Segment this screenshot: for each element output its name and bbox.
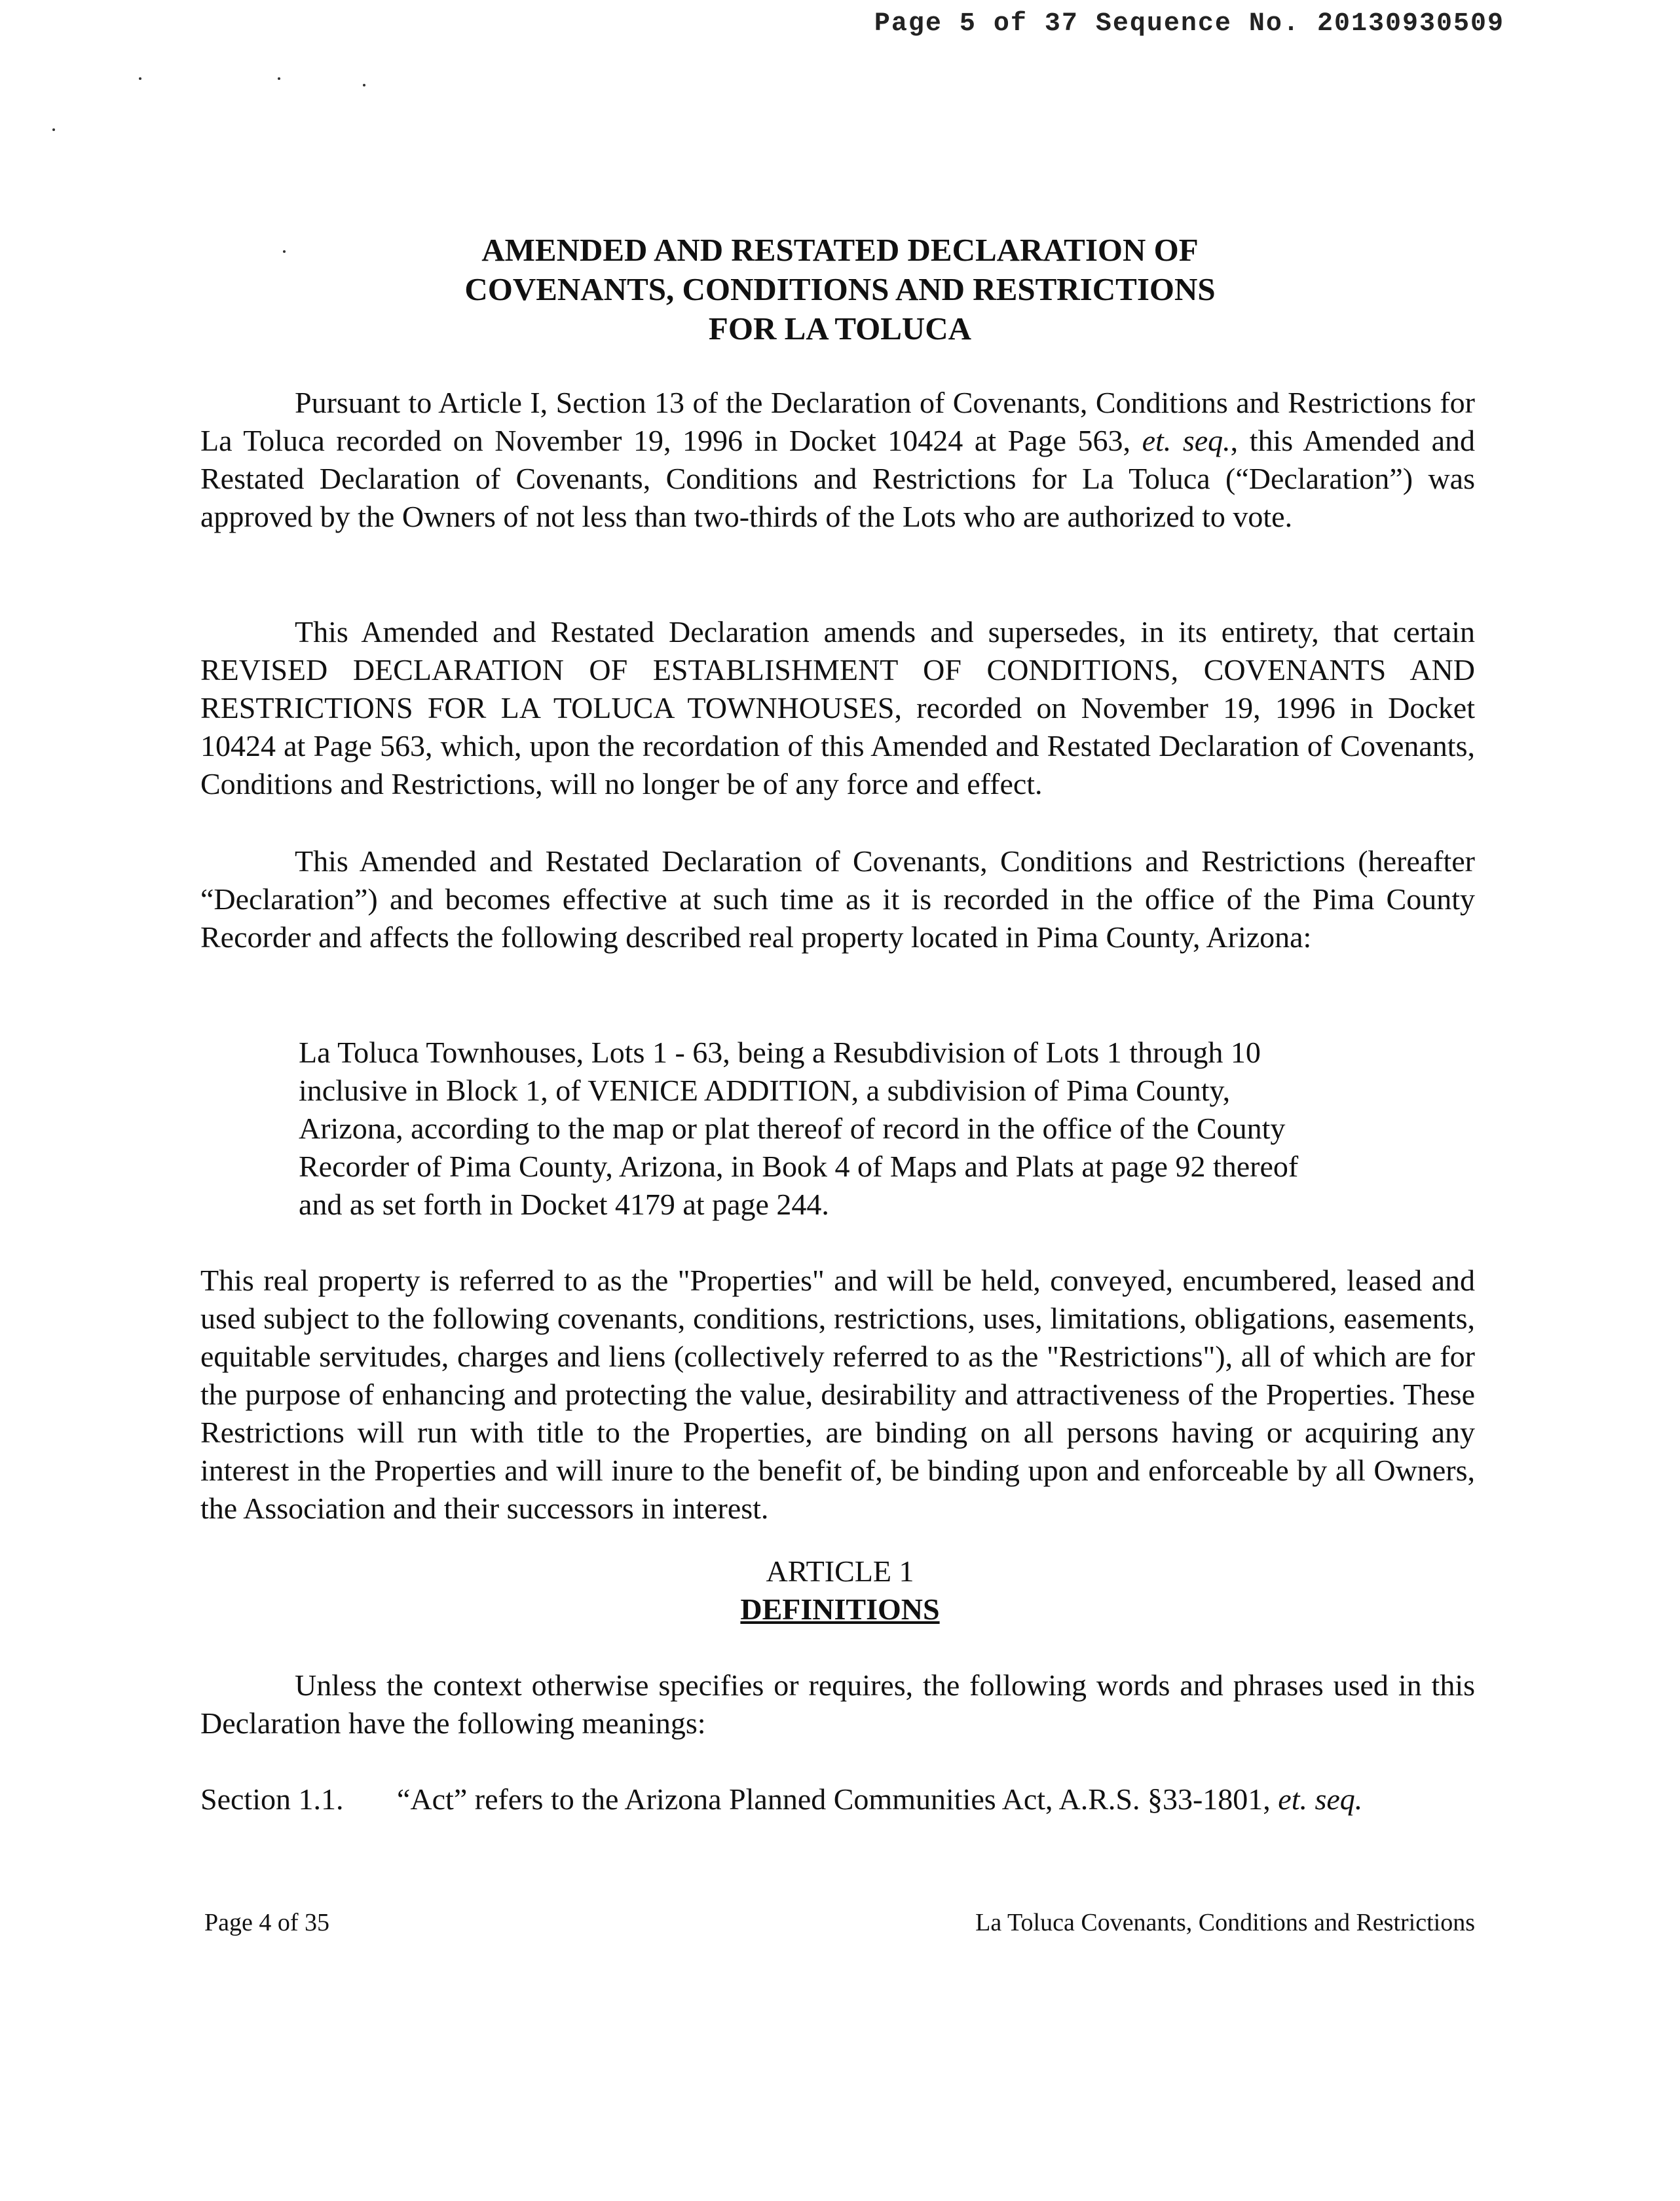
scan-speck	[278, 77, 280, 80]
title-line: FOR LA TOLUCA	[708, 310, 972, 347]
article-heading	[0, 1552, 1680, 1628]
footer-page-number: Page 4 of 35	[204, 1909, 330, 1936]
document-title	[0, 231, 1680, 348]
sequence-stamp: Page 5 of 37 Sequence No. 20130930509	[874, 9, 1504, 39]
paragraph-pursuant	[200, 384, 1475, 536]
paragraph-effective: This Amended and Restated Declaration of Covenants, Conditions and Restrictions (hereafter “Declaration”) and becomes effective at such time as it is recorded in the office of the Pima County Recorder and affects the following described real property located in Pima County, Arizona:	[200, 844, 1475, 954]
section-text: “Act” refers to the Arizona Planned Communities Act, A.R.S. §33-1801,	[397, 1782, 1279, 1816]
legal-description	[299, 1034, 1412, 1224]
article-label: ARTICLE 1	[766, 1554, 914, 1588]
paragraph-supersedes: This Amended and Restated Declaration amends and supersedes, in its entirety, that certain REVISED DECLARATION OF ESTABLISHMENT OF CONDITIONS, COVENANTS AND RESTRICTIONS FOR LA TOLUCA TOWNHOUSES, recorded on November 19, 1996 in Docket 10424 at Page 563, which, upon the recordation of this Amended and Restated Declaration of Covenants, Conditions and Restrictions, will no longer be of any force and effect.	[200, 615, 1475, 800]
paragraph-definitions-intro: Unless the context otherwise specifies or requires, the following words and phrases used in this Declaration have the following meanings:	[200, 1668, 1475, 1740]
title-line: COVENANTS, CONDITIONS AND RESTRICTIONS	[464, 271, 1216, 307]
article-title: DEFINITIONS	[740, 1592, 940, 1626]
section-italic: et. seq.	[1278, 1782, 1363, 1816]
footer-document-name: La Toluca Covenants, Conditions and Restrictions	[975, 1909, 1475, 1936]
legal-line: Recorder of Pima County, Arizona, in Book 4 of Maps and Plats at page 92 thereof	[299, 1150, 1299, 1183]
legal-line: inclusive in Block 1, of VENICE ADDITION, a subdivision of Pima County,	[299, 1074, 1231, 1107]
scan-speck	[139, 77, 141, 80]
legal-line: La Toluca Townhouses, Lots 1 - 63, being a Resubdivision of Lots 1 through 10	[299, 1036, 1261, 1069]
paragraph-italic: et. seq.	[1142, 424, 1231, 457]
legal-line: Arizona, according to the map or plat thereof of record in the office of the County	[299, 1112, 1286, 1145]
paragraph-text: Pursuant to Article I, Section 13 of the Declaration of Covenants, Conditions and Restrictions for La Toluca recorded on November 19, 1996 in Docket 10424 at Page 563,	[200, 386, 1475, 457]
legal-line: and as set forth in Docket 4179 at page 244.	[299, 1188, 829, 1221]
paragraph-properties: This real property is referred to as the "Properties" and will be held, conveyed, encumbered, leased and used subject to the following covenants, conditions, restrictions, uses, limitations, obligations, easements, equitable servitudes, charges and liens (collectively referred to as the "Restrictions"), all of which are for the purpose of enhancing and protecting the value, desirability and attractiveness of the Properties. These Restrictions will run with title to the Properties, are binding on all persons having or acquiring any interest in the Properties and will inure to the benefit of, be binding upon and enforceable by all Owners, the Association and their successors in interest.	[200, 1264, 1475, 1525]
section-1-1	[200, 1780, 1484, 1818]
scan-speck	[52, 128, 55, 131]
section-number: Section 1.1.	[200, 1782, 344, 1816]
paragraph-text: , this Amended and Restated Declaration of Covenants, Conditions and Restrictions for La Toluca (“Declaration”) was approved by the Owners of not less than two-thirds of the Lots who are authorized to vote.	[200, 424, 1475, 533]
title-line: AMENDED AND RESTATED DECLARATION OF	[481, 232, 1199, 268]
scan-speck	[363, 84, 365, 86]
